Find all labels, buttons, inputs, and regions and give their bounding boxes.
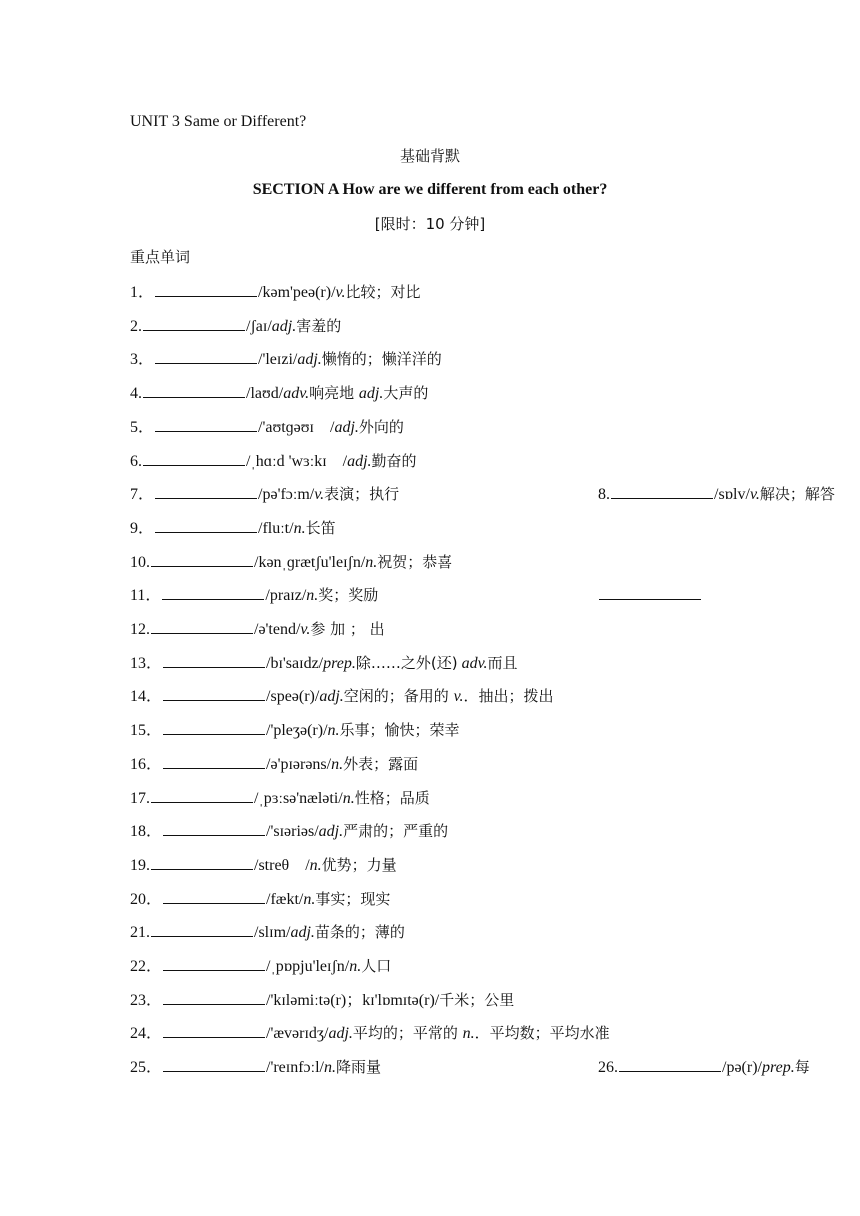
vocab-line — [130, 315, 341, 337]
item-number: 24． — [130, 1025, 163, 1043]
part-of-speech: adj. — [290, 924, 315, 942]
item-number: 8. — [598, 486, 610, 504]
answer-blank[interactable] — [163, 820, 265, 836]
item-number: 18． — [130, 823, 163, 841]
part-of-speech: v. — [335, 284, 346, 301]
meaning: 乐事；愉快；荣幸 — [339, 721, 460, 740]
vocab-entry — [130, 486, 399, 503]
phonetic: /'kɪləmiːtə(r)；kɪ'lɒmɪtə(r)/ — [266, 991, 440, 1009]
vocab-line — [130, 888, 390, 910]
part-of-speech: v. — [749, 486, 760, 504]
part-of-speech: adj. — [358, 385, 384, 403]
part-of-speech: adj. — [347, 452, 372, 470]
meaning: 奖；奖励 — [318, 586, 379, 605]
phonetic: /'leɪzi/ — [258, 351, 298, 369]
item-number: 3． — [130, 351, 155, 369]
meaning: 害羞的 — [296, 316, 342, 335]
second-column-entry — [598, 584, 702, 606]
vocab-entry — [130, 284, 420, 301]
part-of-speech: v. — [314, 486, 325, 504]
part-of-speech: n. — [309, 856, 322, 874]
answer-blank[interactable] — [599, 584, 701, 600]
answer-blank[interactable] — [163, 652, 265, 668]
time-limit: [限时：10 分钟] — [374, 215, 486, 233]
vocab-line — [130, 652, 518, 674]
vocab-entry — [130, 453, 417, 470]
answer-blank[interactable] — [162, 584, 264, 600]
unit-title: UNIT 3 Same or Different? — [130, 113, 307, 130]
answer-blank[interactable] — [155, 517, 257, 533]
vocab-entry — [130, 1059, 381, 1076]
item-number: 23． — [130, 991, 163, 1009]
phonetic: /'ævərɪdʒ/ — [266, 1025, 329, 1043]
vocab-line — [130, 281, 420, 303]
vocab-entry — [130, 924, 405, 941]
part-of-speech: prep. — [761, 1059, 795, 1077]
item-number: 19. — [130, 856, 150, 874]
vocab-entry — [130, 992, 514, 1009]
phonetic: /bɪ'saɪdz/ — [266, 654, 324, 672]
meaning: 大声的 — [383, 384, 429, 403]
part-of-speech: n. — [306, 587, 319, 605]
answer-blank[interactable] — [143, 450, 245, 466]
vocab-entry — [598, 587, 702, 604]
meaning: 勤奋的 — [371, 451, 417, 470]
item-number: 2. — [130, 317, 142, 335]
meaning: 表演；执行 — [324, 485, 400, 504]
vocab-entry — [130, 655, 518, 672]
vocab-line — [130, 618, 385, 640]
part-of-speech: adj. — [318, 823, 344, 841]
item-number: 21. — [130, 924, 150, 942]
meaning: 比较；对比 — [345, 283, 421, 301]
phonetic: /pə(r)/ — [722, 1059, 762, 1077]
phonetic: /praɪz/ — [265, 587, 307, 605]
meaning: ．平均数；平均水准 — [474, 1024, 610, 1043]
phonetic: /'reɪnfɔːl/ — [266, 1059, 324, 1077]
part-of-speech: n. — [327, 722, 340, 740]
vocab-line — [130, 685, 554, 707]
item-number: 1． — [130, 284, 155, 301]
part-of-speech: adv. — [457, 654, 488, 672]
answer-blank[interactable] — [151, 551, 253, 567]
phonetic: /laʊd/ — [246, 385, 284, 403]
part-of-speech: adv. — [283, 385, 310, 403]
answer-blank[interactable] — [163, 685, 265, 701]
meaning: 严肃的；严重的 — [343, 822, 449, 841]
phonetic: /streθ / — [254, 856, 310, 874]
phonetic: /'pleʒə(r)/ — [266, 722, 328, 740]
phonetic: /ʃaɪ/ — [246, 317, 272, 335]
answer-blank[interactable] — [155, 348, 257, 364]
vocab-entry — [130, 385, 428, 402]
part-of-speech: adj. — [271, 317, 297, 335]
second-column-entry — [598, 483, 835, 505]
vocab-entry — [598, 1059, 810, 1076]
meaning: 长笛 — [305, 518, 336, 537]
meaning: 优势；力量 — [321, 855, 397, 874]
answer-blank[interactable] — [151, 618, 253, 634]
item-number: 20． — [130, 890, 163, 908]
answer-blank[interactable] — [155, 281, 257, 297]
vocab-entry — [130, 688, 554, 705]
phonetic: /'aʊtɡəʊɪ / — [258, 418, 335, 436]
phonetic: /'sɪəriəs/ — [266, 823, 319, 841]
item-number: 5． — [130, 418, 155, 436]
answer-blank[interactable] — [143, 382, 245, 398]
meaning: 而且 — [487, 653, 518, 672]
section-title: SECTION A How are we different from each other? — [252, 181, 608, 198]
vocab-entry — [130, 722, 460, 739]
meaning: 平均的；平常的 — [352, 1024, 463, 1043]
vocab-line — [130, 551, 452, 573]
item-number: 17. — [130, 789, 150, 807]
item-number: 11． — [130, 587, 162, 605]
vocab-line — [130, 989, 514, 1011]
meaning: 千米；公里 — [439, 990, 515, 1009]
vocab-entry — [130, 891, 390, 908]
vocab-entry — [130, 958, 391, 975]
vocab-line — [130, 820, 448, 842]
item-number: 16． — [130, 755, 163, 773]
phonetic: /kəm'peə(r)/ — [258, 284, 336, 301]
meaning: 苗条的；薄的 — [314, 923, 405, 942]
vocab-entry — [130, 790, 430, 807]
phonetic: /slɪm/ — [254, 924, 291, 942]
part-of-speech: prep. — [323, 654, 356, 672]
vocab-line — [130, 955, 391, 977]
vocab-line — [130, 854, 397, 876]
answer-blank[interactable] — [151, 921, 253, 937]
answer-blank[interactable] — [163, 888, 265, 904]
meaning: 解决；解答 — [759, 485, 835, 504]
phonetic: /sɒlv/ — [714, 486, 750, 504]
phonetic: /ˌpɜːsə'næləti/ — [254, 789, 343, 807]
meaning: ．抽出；拨出 — [463, 687, 554, 706]
phonetic: /ˌpɒpju'leɪʃn/ — [266, 958, 350, 975]
item-number: 22． — [130, 958, 163, 975]
vocab-entry — [130, 587, 378, 604]
vocab-line — [130, 753, 418, 775]
meaning: 懒惰的；懒洋洋的 — [321, 350, 442, 369]
part-of-speech: n. — [331, 755, 344, 773]
part-of-speech: v. — [453, 688, 464, 706]
vocab-line — [130, 450, 417, 472]
vocab-entry — [130, 351, 442, 368]
vocab-line — [130, 517, 336, 539]
part-of-speech: n. — [462, 1025, 475, 1043]
part-of-speech: n. — [303, 890, 316, 908]
part-of-speech: adj. — [334, 418, 359, 436]
item-number: 15． — [130, 722, 163, 740]
part-of-speech: n. — [342, 789, 355, 807]
part-of-speech: n. — [323, 1059, 336, 1077]
answer-blank[interactable] — [151, 787, 253, 803]
vocab-line — [130, 921, 405, 943]
vocab-entry — [130, 857, 397, 874]
answer-blank[interactable] — [143, 315, 245, 331]
vocab-line — [130, 787, 430, 809]
vocab-entry — [130, 318, 341, 335]
vocab-entry — [130, 1025, 610, 1042]
item-number: 6. — [130, 452, 142, 470]
meaning: 每 — [794, 1058, 810, 1077]
vocab-entry — [130, 419, 404, 436]
phonetic: /ə'pɪərəns/ — [266, 755, 332, 773]
phonetic: /pə'fɔːm/ — [258, 486, 315, 504]
answer-blank[interactable] — [611, 483, 713, 499]
phonetic: /fluːt/ — [258, 519, 294, 537]
second-column-entry — [598, 1056, 810, 1078]
answer-blank[interactable] — [163, 1022, 265, 1038]
vocab-line — [130, 348, 442, 370]
item-number: 10. — [130, 553, 150, 571]
phonetic: /ˌhɑːd 'wɜːkɪ / — [246, 452, 348, 470]
meaning: 参 加 ； 出 — [310, 620, 385, 638]
part-of-speech: adj. — [328, 1025, 353, 1043]
answer-blank[interactable] — [155, 416, 257, 432]
answer-blank[interactable] — [163, 989, 265, 1005]
item-number: 7． — [130, 486, 155, 504]
meaning: 外向的 — [358, 417, 404, 436]
category-heading: 重点单词 — [130, 248, 191, 266]
vocab-entry — [130, 520, 336, 537]
meaning: 祝贺；恭喜 — [377, 552, 453, 571]
item-number: 9． — [130, 519, 155, 537]
vocab-line — [130, 483, 835, 505]
meaning: 响亮地 — [309, 384, 359, 403]
vocab-entry — [130, 756, 418, 773]
vocab-entry — [130, 823, 448, 840]
phonetic: /speə(r)/ — [266, 688, 320, 706]
item-number: 13． — [130, 654, 163, 672]
phonetic: /ə'tend/ — [254, 621, 301, 638]
meaning: 性格；品质 — [354, 788, 430, 807]
vocab-line — [130, 719, 460, 741]
vocab-line — [130, 1022, 610, 1044]
answer-blank[interactable] — [155, 483, 257, 499]
subtitle: 基础背默 — [399, 147, 460, 165]
meaning: 空闲的；备用的 — [343, 687, 454, 706]
vocab-entry — [598, 486, 835, 503]
vocab-entry — [130, 554, 452, 571]
vocab-line — [130, 382, 428, 404]
vocab-line — [130, 1056, 810, 1078]
phonetic: /kənˌɡrætʃu'leɪʃn/ — [254, 553, 366, 571]
answer-blank[interactable] — [163, 955, 265, 971]
item-number: 26. — [598, 1059, 618, 1077]
phonetic: /fækt/ — [266, 890, 304, 908]
vocab-line — [130, 584, 378, 606]
part-of-speech: v. — [300, 621, 311, 638]
vocab-entry — [130, 621, 385, 638]
answer-blank[interactable] — [619, 1056, 721, 1072]
item-number: 4. — [130, 385, 142, 403]
answer-blank[interactable] — [151, 854, 253, 870]
part-of-speech: n. — [365, 553, 378, 571]
item-number: 14． — [130, 688, 163, 706]
part-of-speech: n. — [349, 958, 362, 975]
part-of-speech: adj. — [319, 688, 344, 706]
meaning: 除……之外(还) — [355, 653, 458, 672]
answer-blank[interactable] — [163, 719, 265, 735]
answer-blank[interactable] — [163, 753, 265, 769]
vocab-line — [130, 416, 404, 438]
part-of-speech: n. — [293, 519, 306, 537]
meaning: 人口 — [361, 957, 392, 975]
part-of-speech: adj. — [297, 351, 322, 369]
item-number: 12. — [130, 621, 150, 638]
meaning: 事实；现实 — [315, 889, 391, 908]
meaning: 降雨量 — [335, 1058, 381, 1077]
answer-blank[interactable] — [163, 1056, 265, 1072]
item-number: 25． — [130, 1059, 163, 1077]
meaning: 外表；露面 — [343, 754, 419, 773]
